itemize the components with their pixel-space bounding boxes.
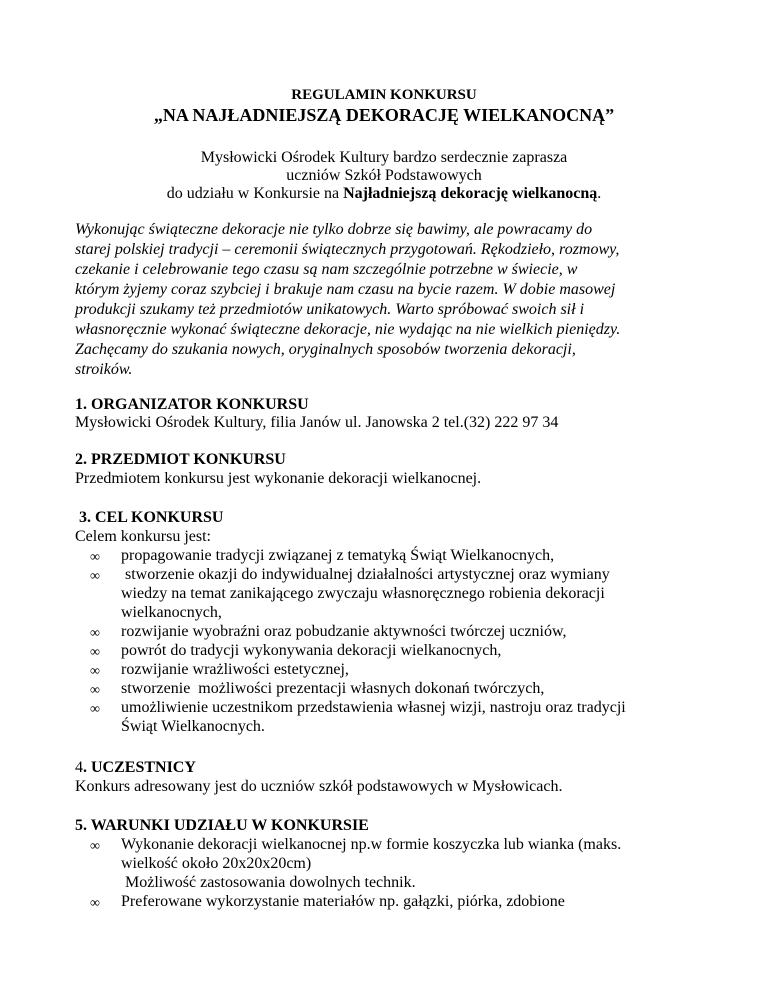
infinity-bullet-icon: ∞	[90, 645, 100, 660]
list-item: rozwijanie wrażliwości estetycznej,	[121, 661, 349, 678]
infinity-bullet-icon: ∞	[90, 896, 100, 911]
section-1-title: 1. ORGANIZATOR KONKURSU	[75, 396, 309, 413]
infinity-bullet-icon: ∞	[90, 626, 100, 641]
intro-line-3	[0, 184, 768, 203]
section-3-intro: Celem konkursu jest:	[75, 528, 211, 545]
list-item: Wykonanie dekoracji wielkanocnej np.w formie koszyczka lub wianka (maks.	[121, 836, 622, 853]
intro-contest-name: Najładniejszą dekorację wielkanocną	[343, 185, 598, 202]
intro-line-3-prefix: do udziału w Konkursie na	[166, 185, 344, 202]
list-item: stworzenie możliwości prezentacji własnych dokonań twórczych,	[121, 680, 545, 697]
list-item: rozwijanie wyobraźni oraz pobudzanie aktywności twórczej uczniów,	[121, 623, 567, 640]
list-item-continuation: wielkość około 20x20x20cm)	[121, 855, 312, 872]
italic-line: Wykonując świąteczne dekoracje nie tylko dobrze się bawimy, ale powracamy do	[75, 221, 593, 238]
section-4-text: Konkurs adresowany jest do uczniów szkół podstawowych w Mysłowicach.	[75, 778, 563, 795]
section-4-title	[75, 758, 196, 777]
list-item: umożliwienie uczestnikom przedstawienia własnej wizji, nastroju oraz tradycji	[121, 699, 626, 716]
list-item: stworzenie okazji do indywidualnej działalności artystycznej oraz wymiany	[121, 566, 610, 583]
intro-line-3-suffix: .	[597, 185, 602, 202]
infinity-bullet-icon: ∞	[90, 664, 100, 679]
intro-line-1: Mysłowicki Ośrodek Kultury bardzo serdecznie zaprasza	[200, 149, 568, 166]
document-title: REGULAMIN KONKURSU	[291, 87, 477, 103]
italic-line: stroików.	[75, 361, 133, 378]
list-item-continuation: Możliwość zastosowania dowolnych technik.	[121, 874, 416, 891]
section-4-number: 4	[75, 759, 83, 776]
intro-line-2: uczniów Szkół Podstawowych	[286, 167, 482, 184]
contest-name: „NA NAJŁADNIEJSZĄ DEKORACJĘ WIELKANOCNĄ”	[153, 105, 615, 125]
italic-line: Zachęcamy do szukania nowych, oryginalnych sposobów tworzenia dekoracji,	[75, 341, 576, 358]
infinity-bullet-icon: ∞	[90, 839, 100, 854]
infinity-bullet-icon: ∞	[90, 569, 100, 584]
list-item-continuation: wiedzy na temat zanikającego zwyczaju własnoręcznego robienia dekoracji	[121, 585, 605, 602]
infinity-bullet-icon: ∞	[90, 550, 100, 565]
italic-line: którym żyjemy coraz szybciej i brakuje nam czasu na bycie razem. W dobie masowej	[75, 281, 616, 298]
list-item: powrót do tradycji wykonywania dekoracji wielkanocnych,	[121, 642, 502, 659]
italic-line: własnoręcznie wykonać świąteczne dekoracje, nie wydając na nie wielkich pieniędzy.	[75, 321, 621, 338]
italic-line: czekanie i celebrowanie tego czasu są nam szczególnie potrzebne w świecie, w	[75, 261, 578, 278]
section-2-title: 2. PRZEDMIOT KONKURSU	[75, 451, 286, 468]
italic-line: starej polskiej tradycji – ceremonii świątecznych przygotowań. Rękodzieło, rozmowy,	[75, 241, 620, 258]
section-1-text: Mysłowicki Ośrodek Kultury, filia Janów ul. Janowska 2 tel.(32) 222 97 34	[75, 414, 559, 431]
list-item-continuation: wielkanocnych,	[121, 604, 222, 621]
italic-line: produkcji szukamy też przedmiotów unikatowych. Warto spróbować swoich sił i	[75, 301, 585, 318]
section-2-text: Przedmiotem konkursu jest wykonanie dekoracji wielkanocnej.	[75, 470, 482, 487]
list-item: Preferowane wykorzystanie materiałów np. gałązki, piórka, zdobione	[121, 893, 565, 910]
infinity-bullet-icon: ∞	[90, 702, 100, 717]
section-3-title: 3. CEL KONKURSU	[75, 509, 224, 526]
section-4-title-text: . UCZESTNICY	[83, 759, 196, 776]
list-item: propagowanie tradycji związanej z tematyką Świąt Wielkanocnych,	[121, 547, 555, 564]
infinity-bullet-icon: ∞	[90, 683, 100, 698]
list-item-continuation: Świąt Wielkanocnych.	[121, 718, 265, 735]
section-5-title: 5. WARUNKI UDZIAŁU W KONKURSIE	[75, 817, 369, 834]
